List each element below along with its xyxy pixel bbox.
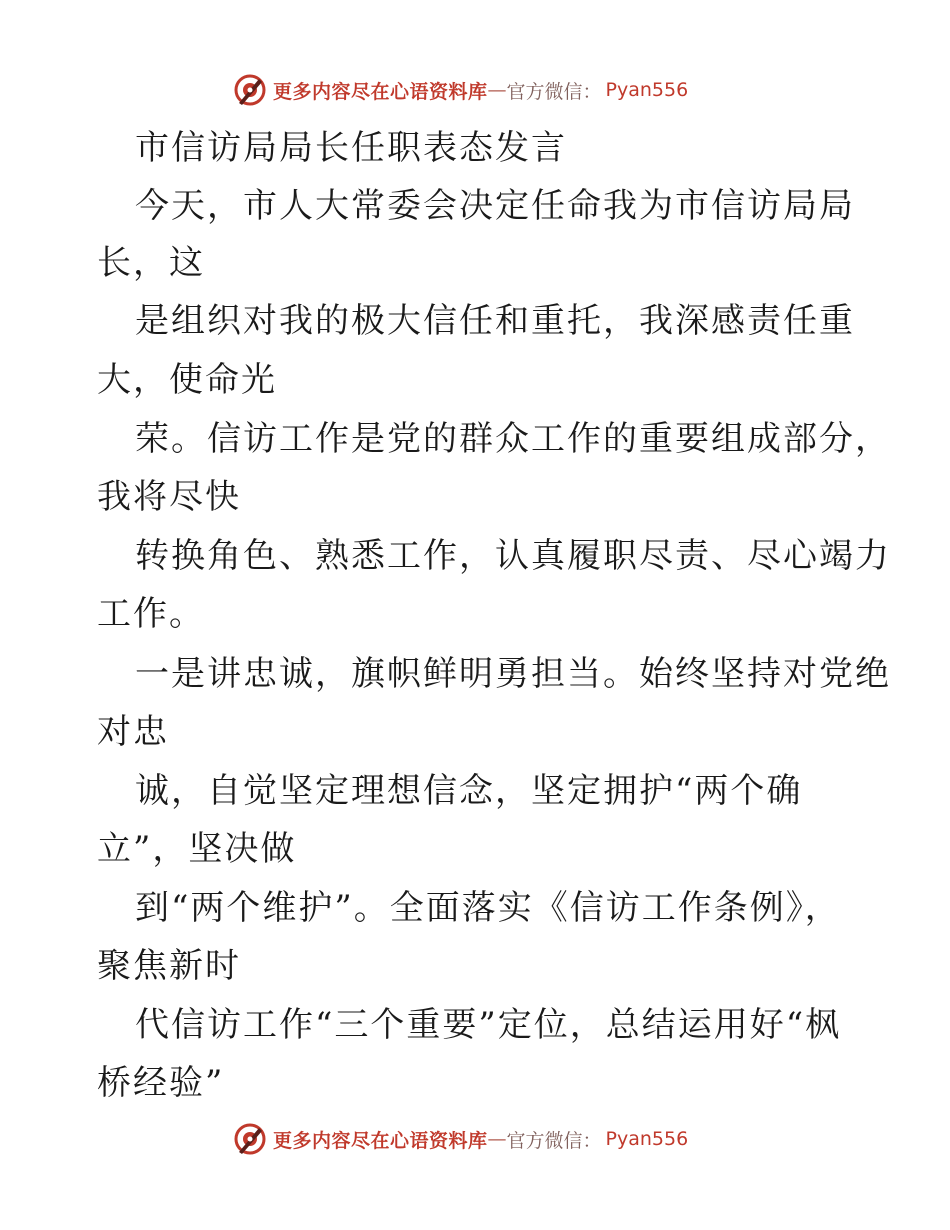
banner-wechat-id: Pyan556 [605, 1128, 689, 1150]
banner-separator: — [487, 79, 507, 101]
paragraph-line: 荣。信访工作是党的群众工作的重要组成部分， [135, 419, 891, 459]
paragraph-line: 到“两个维护”。全面落实《信访工作条例》， [135, 888, 841, 928]
banner-site-text: 更多内容尽在心语资料库 [273, 80, 488, 103]
paragraph-line: 大，使命光 [97, 360, 277, 400]
paragraph-line: 代信访工作“三个重要”定位，总结运用好“枫 [135, 1005, 842, 1045]
paragraph-line: 转换角色、熟悉工作，认真履职尽责、尽心竭力 [135, 536, 891, 576]
banner-separator: — [487, 1128, 507, 1150]
banner-wechat-label: 官方微信： [506, 80, 602, 103]
pen-logo-icon [233, 1122, 267, 1156]
paragraph-line: 对忠 [97, 712, 169, 752]
pen-logo-icon [233, 73, 267, 107]
paragraph-line: 我将尽快 [97, 477, 241, 517]
paragraph-line: 桥经验” [97, 1063, 225, 1103]
banner-wechat-id: Pyan556 [605, 79, 689, 101]
paragraph-line: 是组织对我的极大信任和重托，我深感责任重 [135, 301, 855, 341]
footer-banner [233, 1121, 688, 1157]
banner-site-text: 更多内容尽在心语资料库 [273, 1129, 488, 1152]
document-title: 市信访局局长任职表态发言 [135, 128, 567, 168]
paragraph-line: 聚焦新时 [97, 946, 241, 986]
banner-wechat-label: 官方微信： [506, 1129, 602, 1152]
paragraph-line: 一是讲忠诚，旗帜鲜明勇担当。始终坚持对党绝 [135, 654, 891, 694]
paragraph-line: 工作。 [97, 594, 205, 634]
paragraph-line: 今天，市人大常委会决定任命我为市信访局局 [135, 186, 855, 226]
header-banner [233, 72, 688, 108]
paragraph-line: 长，这 [97, 243, 205, 283]
paragraph-line: 立”，坚决做 [97, 829, 297, 869]
paragraph-line: 诚，自觉坚定理想信念，坚定拥护“两个确 [135, 771, 803, 811]
